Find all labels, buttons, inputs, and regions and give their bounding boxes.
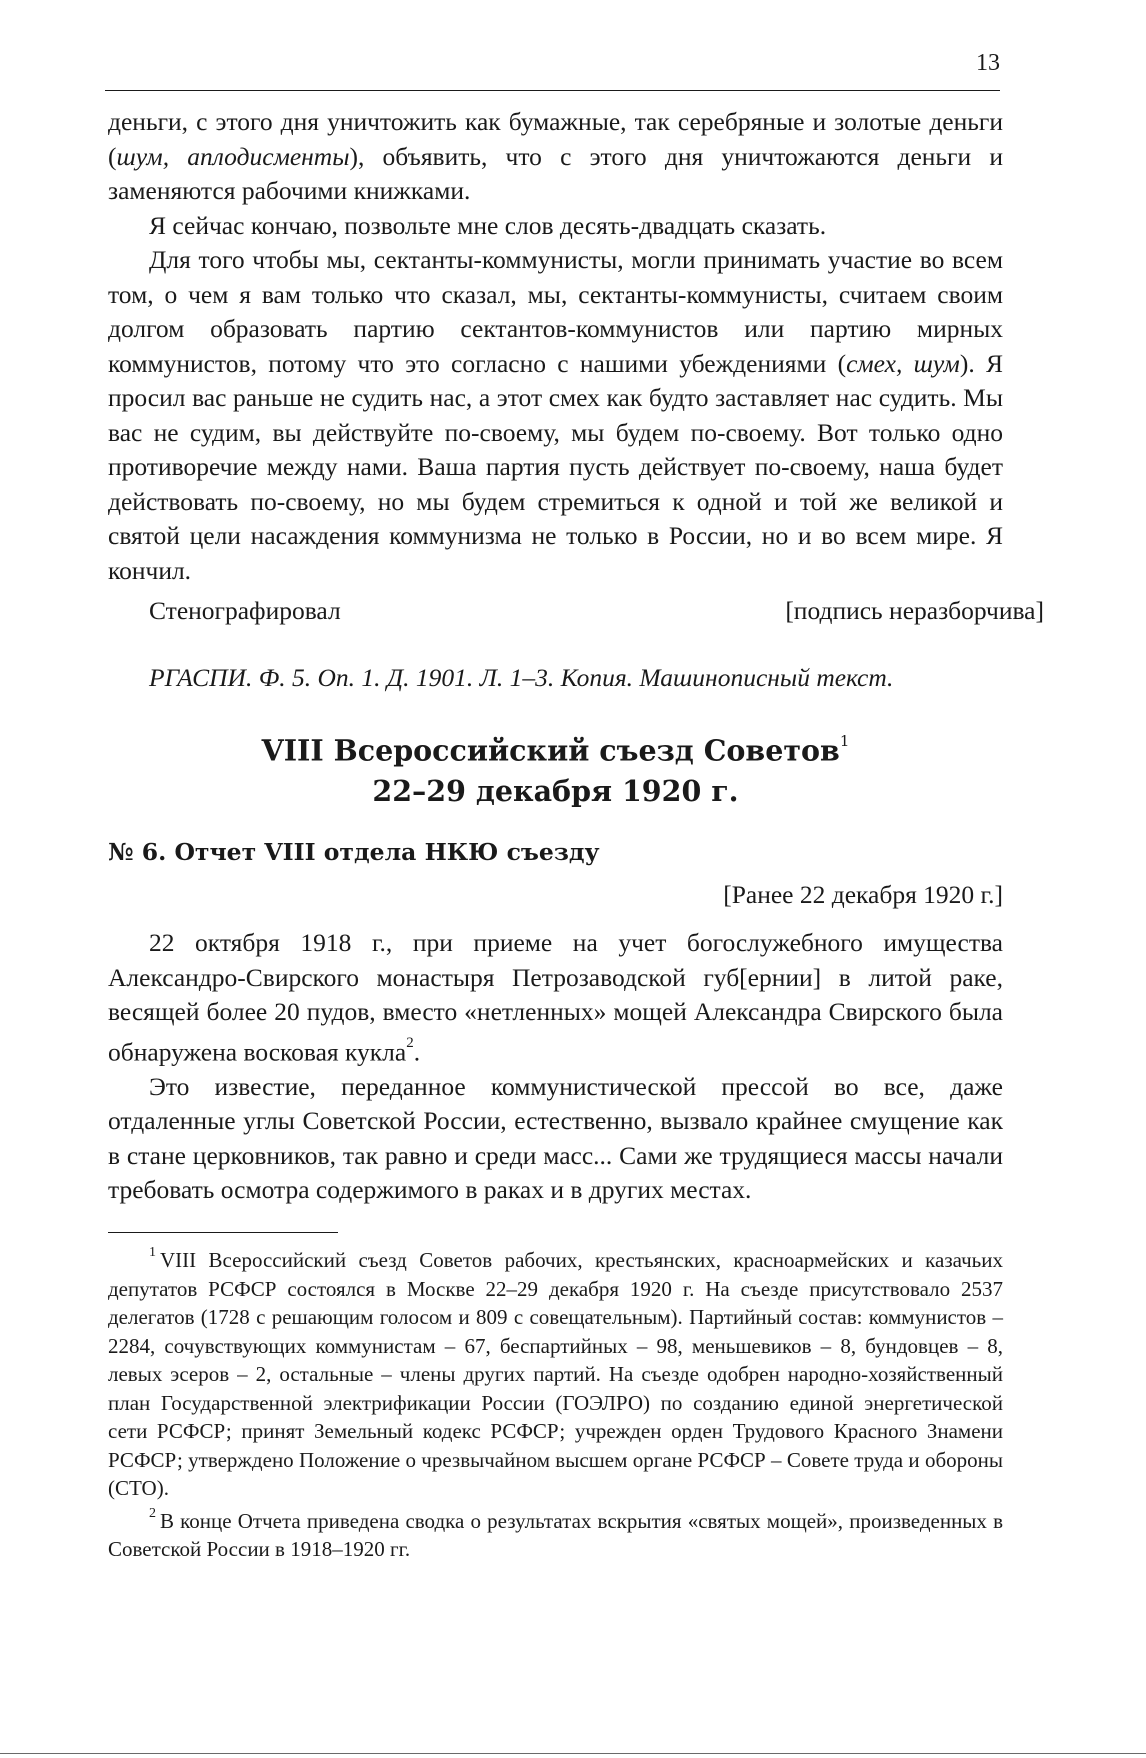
- footnote: $^1$ VIII Всероссийский съезд Советов рабочих, крестьянских, красноармейских и казачьих депутатов РСФСР состоялся в Москве 22–29 декабря 1920 г. На съезде присутствовало 2537 делегатов (1728 с решающим голосом и 809 с совещательным). Партийный состав: коммунистов – 2284, сочувствующих коммунистам – 67, беспартийных – 98, меньшевиков – 8, бундовцев – 8, левых эсеров – 2, остальные – члены других партий. На съезде одобрен народно-хозяйственный план Государственной электрификации России (ГОЭЛРО) по созданию единой энергетической сети РСФСР; принят Земельный кодекс РСФСР; учрежден орден Трудового Красного Знамени РСФСР; утверждено Положение о чрезвычайном высшем органе РСФСР – Совете труда и обороны (СТО).: [108, 1245, 1003, 1500]
- footnote: $^2$ В конце Отчета приведена сводка о результатах вскрытия «святых мощей», произведенных в Советской России в 1918–1920 гг.: [108, 1505, 1003, 1561]
- signature-note: [подпись неразборчива]: [785, 596, 1044, 625]
- section-heading: VIII Всероссийский съезд Советов$^1$ 22–29 декабря 1920 г.: [261, 732, 850, 808]
- archive-source: РГАСПИ. Ф. 5. Оп. 1. Д. 1901. Л. 1–3. Копия. Машинописный текст.: [149, 663, 894, 692]
- page-number: 13: [976, 50, 1000, 76]
- continued-text: [108, 105, 1003, 588]
- paragraph: Я сейчас кончаю, позвольте мне слов десять-двадцать сказать.: [149, 210, 827, 240]
- footnote-rule: [108, 1232, 338, 1233]
- document-title: № 6. Отчет VIII отдела НКЮ съезду: [108, 838, 600, 866]
- paragraph: деньги, с этого дня уничтожить как бумажные, так серебряные и золотые деньги (шум, аплодисменты), объявить, что с этого дня уничтожаются деньги и заменяются рабочими книжками.: [108, 107, 1003, 205]
- header-rule: [105, 90, 1000, 91]
- paragraph: Это известие, переданное коммунистической прессой во все, даже отдаленные углы Советской России, естественно, вызвало крайнее смущение как в стане церковников, так равно и среди масс... Сами же трудящиеся массы начали требовать осмотра содержимого в раках и в других местах.: [108, 1071, 1003, 1204]
- footnotes: [108, 1242, 1003, 1564]
- signature-label: Стенографировал: [149, 596, 341, 625]
- signature-line: [108, 596, 1044, 626]
- paragraph: 22 октября 1918 г., при приеме на учет богослужебного имущества Александро-Свирского монастыря Петрозаводской губ[ернии] в литой раке, весящей более 20 пудов, вместо «нетленных» мощей Александра Свирского была обнаружена восковая кукла$^2$.: [108, 928, 1003, 1066]
- scan-edge: [0, 1753, 1146, 1754]
- document-text: [108, 926, 1003, 1208]
- paragraph: Для того чтобы мы, сектанты-коммунисты, могли принимать участие во всем том, о чем я вам только что сказал, мы, сектанты-коммунисты, считаем своим долгом образовать партию сектантов-коммунистов или партию мирных коммунистов, потому что это согласно с нашими убеждениями (смех, шум). Я просил вас раньше не судить нас, а этот смех как будто заставляет нас судить. Мы вас не судим, вы действуйте по-своему, мы будем по-своему. Вот только одно противоречие между нами. Ваша партия пусть действует по-своему, наша будет действовать по-своему, но мы будем стремиться к одной и той же великой и святой цели насаждения коммунизма не только в России, но и во всем мире. Я кончил.: [108, 245, 1003, 585]
- document-date: [Ранее 22 декабря 1920 г.]: [723, 880, 1003, 909]
